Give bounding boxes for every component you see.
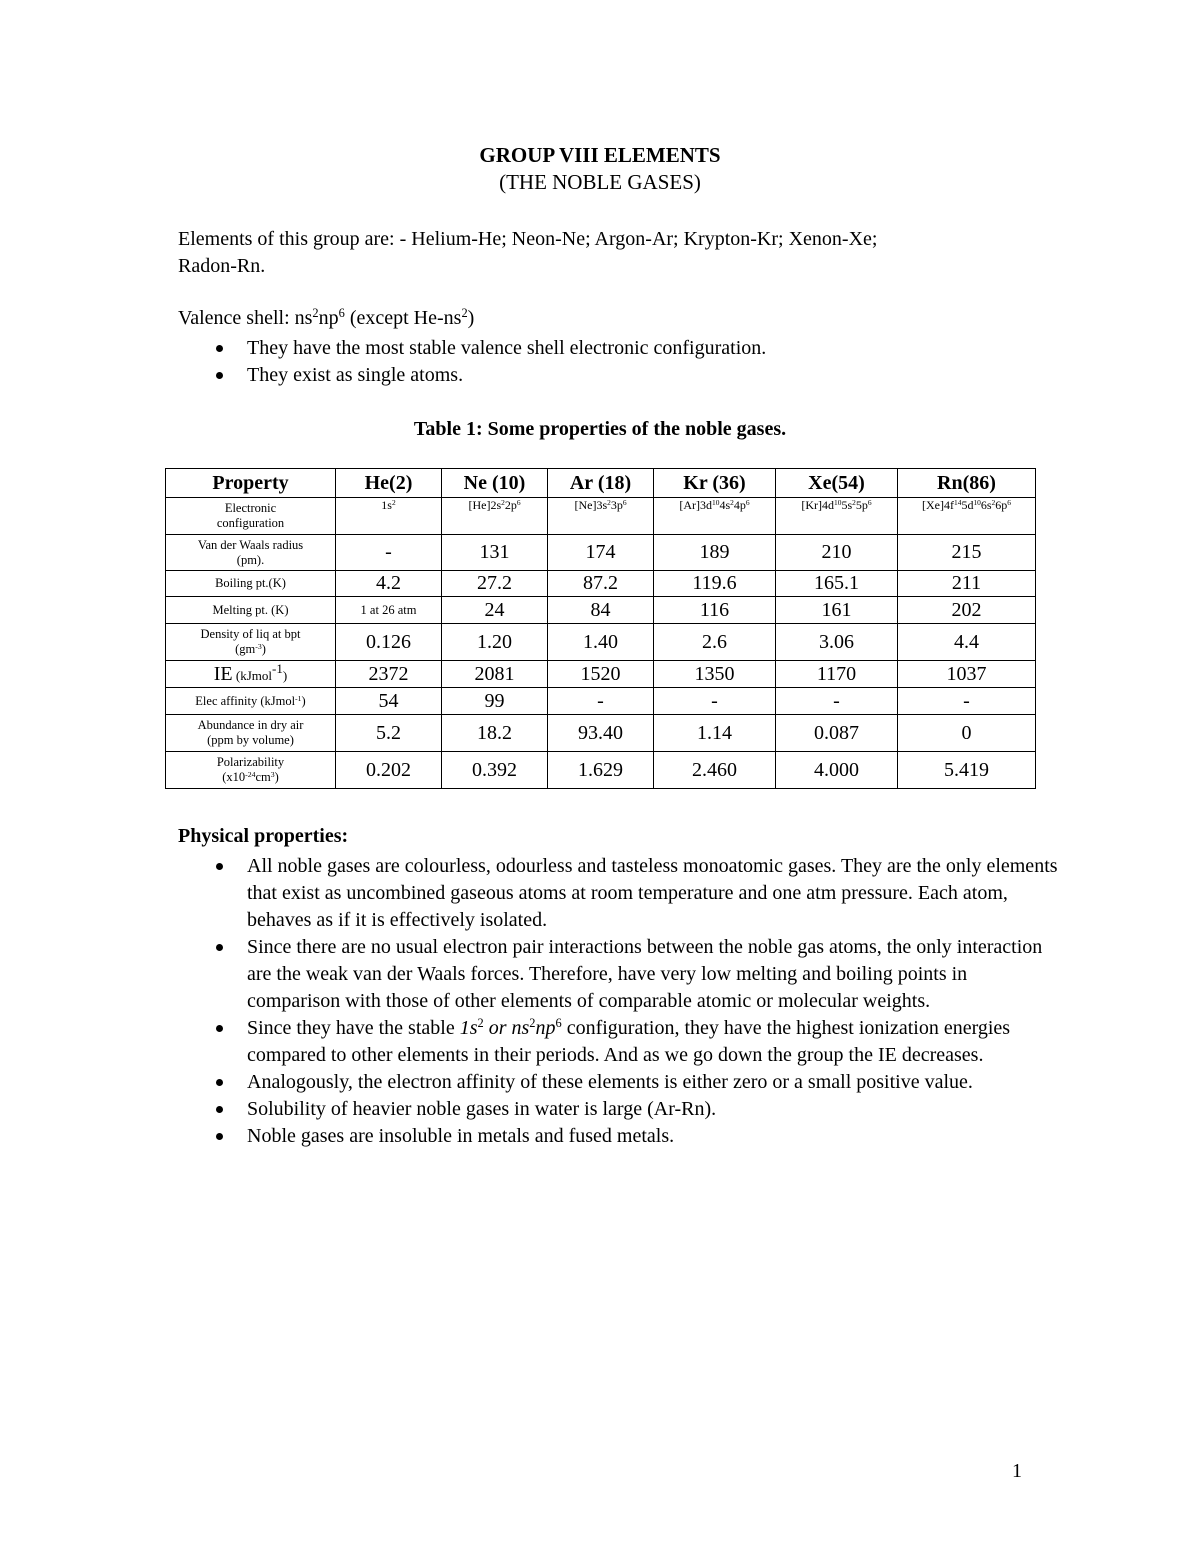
cfg-sup: 10 <box>834 497 842 507</box>
label-part: Elec affinity (kJmol <box>195 693 296 708</box>
label-part: ) <box>261 642 266 656</box>
cfg-sup: 6 <box>1007 497 1011 507</box>
table-cell: 1.20 <box>442 624 548 661</box>
cfg-part: 5p <box>855 498 868 512</box>
label-part: (x10 <box>222 770 246 784</box>
cfg-part: 2p <box>504 498 517 512</box>
label-line: (ppm by volume) <box>207 733 294 747</box>
row-label-melting: Melting pt. (K) <box>166 597 336 624</box>
header-kr: Kr (36) <box>654 469 776 498</box>
table-cell: - <box>776 688 898 715</box>
list-item <box>178 1015 1058 1069</box>
label-sup: -3 <box>255 641 262 651</box>
text-part: or ns <box>483 1017 530 1039</box>
table-cell: 131 <box>442 535 548 571</box>
cfg-sup: 6 <box>867 497 872 507</box>
table-cell: 5.2 <box>336 715 442 752</box>
table-cell: 165.1 <box>776 571 898 597</box>
table-row <box>166 498 1036 535</box>
table-row <box>166 661 1036 688</box>
table-cell: 0.202 <box>336 752 442 789</box>
table-cell: 99 <box>442 688 548 715</box>
label-sup: -1 <box>295 693 302 703</box>
cfg-sup: 6 <box>622 497 627 507</box>
table-cell: 5.419 <box>898 752 1036 789</box>
cfg-part: 6p <box>995 498 1008 512</box>
intro-line-2: Radon-Rn. <box>178 255 266 277</box>
table-row <box>166 715 1036 752</box>
text-part: configuration, they have the highest ionization energies compared to other elements in their periods. And as we go down the group the IE decreases. <box>247 1017 1011 1066</box>
cfg-sup: 2 <box>501 497 505 507</box>
label-line: Polarizability <box>216 755 285 769</box>
valence-np: np <box>318 307 339 329</box>
row-label-ie <box>166 661 336 688</box>
config-xe <box>776 498 898 535</box>
label-sup: 3 <box>270 769 275 779</box>
table-cell: 210 <box>776 535 898 571</box>
list-item: They exist as single atoms. <box>178 362 1058 389</box>
table-cell: 2.6 <box>654 624 776 661</box>
table-row <box>166 624 1036 661</box>
label-line: (pm). <box>236 552 265 567</box>
valence-close: ) <box>467 307 475 329</box>
label-part: (gm <box>235 642 256 656</box>
label-line: Electronic <box>224 501 277 515</box>
label-part: IE <box>213 662 233 685</box>
row-label-density <box>166 624 336 661</box>
table-row <box>166 752 1036 789</box>
table-cell: - <box>898 688 1036 715</box>
label-part: ) <box>301 693 306 708</box>
table-cell: 1.629 <box>548 752 654 789</box>
cfg-part: 4s <box>719 498 731 512</box>
header-ar: Ar (18) <box>548 469 654 498</box>
table-cell: 1 at 26 atm <box>336 597 442 624</box>
row-label-config <box>166 498 336 535</box>
text-part: 1s <box>459 1017 478 1039</box>
row-label-abundance <box>166 715 336 752</box>
properties-table <box>165 468 1036 789</box>
page-number: 1 <box>1012 1460 1022 1482</box>
table-cell: 1520 <box>548 661 654 688</box>
table-row <box>166 571 1036 597</box>
valence-shell-line <box>178 305 1058 332</box>
cfg-part: 4p <box>733 498 746 512</box>
label-line: Abundance in dry air <box>197 718 304 732</box>
cfg-part: [Kr]4d <box>801 498 835 512</box>
table-cell: 24 <box>442 597 548 624</box>
page-title: GROUP VIII ELEMENTS <box>479 143 721 167</box>
table-cell: - <box>548 688 654 715</box>
row-label-radius <box>166 535 336 571</box>
cfg-part: 3p <box>610 498 623 512</box>
label-part: (kJmol <box>232 667 273 683</box>
cfg-sup: 6 <box>516 497 521 507</box>
valence-except: (except He-ns <box>344 307 462 329</box>
cfg-sup: 2 <box>730 497 734 507</box>
table-cell: 211 <box>898 571 1036 597</box>
cfg-part: [Ar]3d <box>679 498 713 512</box>
text-sup: 2 <box>529 1016 536 1031</box>
cfg-sup: 14 <box>954 497 962 507</box>
table-caption: Table 1: Some properties of the noble gases. <box>413 418 787 440</box>
cfg-sup: 6 <box>745 497 750 507</box>
text-part: np <box>535 1017 556 1039</box>
table-cell: 27.2 <box>442 571 548 597</box>
table-cell: 0.392 <box>442 752 548 789</box>
cfg-sup: 2 <box>391 497 396 507</box>
text-part: Since they have the stable <box>247 1017 460 1039</box>
table-cell: 18.2 <box>442 715 548 752</box>
header-he: He(2) <box>336 469 442 498</box>
table-cell: 174 <box>548 535 654 571</box>
config-ne <box>442 498 548 535</box>
table-cell: 2372 <box>336 661 442 688</box>
table-cell: 119.6 <box>654 571 776 597</box>
valence-s-exp: 2 <box>312 306 319 321</box>
physical-properties-heading: Physical properties: <box>178 825 349 847</box>
table-cell: 161 <box>776 597 898 624</box>
table-cell: 189 <box>654 535 776 571</box>
table-cell: 2081 <box>442 661 548 688</box>
cfg-part: 5d <box>961 498 974 512</box>
table-cell: 3.06 <box>776 624 898 661</box>
label-line <box>168 770 333 785</box>
table-cell: 1.14 <box>654 715 776 752</box>
table-cell: 116 <box>654 597 776 624</box>
label-line: configuration <box>216 516 285 530</box>
list-item: Since there are no usual electron pair interactions between the noble gas atoms, the only interaction are the weak van der Waals forces. Therefore, have very low melting and boiling points in comparison with those of other elements of comparable atomic or molecular weights. <box>178 934 1058 1015</box>
cfg-part: [Xe]4f <box>922 498 954 512</box>
table-header-row <box>166 469 1036 498</box>
table-cell: 87.2 <box>548 571 654 597</box>
cfg-part: 1s <box>381 498 392 512</box>
header-ne: Ne (10) <box>442 469 548 498</box>
table-row <box>166 535 1036 571</box>
label-part: ) <box>282 667 288 683</box>
valence-bullet-list <box>178 335 1058 389</box>
table-cell: 1170 <box>776 661 898 688</box>
valence-he-exp: 2 <box>461 306 468 321</box>
label-part: ) <box>274 770 279 784</box>
list-item: They have the most stable valence shell electronic configuration. <box>178 335 1058 362</box>
cfg-part: [Ne]3s <box>574 498 608 512</box>
config-kr <box>654 498 776 535</box>
cfg-sup: 10 <box>973 497 981 507</box>
table-cell: 0.087 <box>776 715 898 752</box>
table-cell: 1.40 <box>548 624 654 661</box>
cfg-part: [He]2s <box>468 498 502 512</box>
page-subtitle: (THE NOBLE GASES) <box>499 170 701 194</box>
cfg-sup: 10 <box>712 497 720 507</box>
cfg-part: 6s <box>980 498 992 512</box>
table-cell: 215 <box>898 535 1036 571</box>
label-line: Density of liq at bpt <box>200 627 301 641</box>
list-item: All noble gases are colourless, odourless and tasteless monoatomic gases. They are the only elements that exist as uncombined gaseous atoms at room temperature and one atm pressure. Each atom, behaves as if it is effectively isolated. <box>178 853 1058 934</box>
label-sup: -1 <box>272 660 283 676</box>
table-cell: 1037 <box>898 661 1036 688</box>
header-property: Property <box>166 469 336 498</box>
table-cell: 0.126 <box>336 624 442 661</box>
cfg-part: 5s <box>841 498 853 512</box>
table-row <box>166 688 1036 715</box>
config-rn <box>898 498 1036 535</box>
label-line <box>168 642 333 657</box>
intro-line-1: Elements of this group are: - Helium-He; Neon-Ne; Argon-Ar; Krypton-Kr; Xenon-Xe; <box>178 228 878 250</box>
row-label-boiling: Boiling pt.(K) <box>166 571 336 597</box>
header-rn: Rn(86) <box>898 469 1036 498</box>
label-line: Van der Waals radius <box>197 537 304 552</box>
table-cell: 2.460 <box>654 752 776 789</box>
table-cell: 84 <box>548 597 654 624</box>
config-ar <box>548 498 654 535</box>
table-cell: 93.40 <box>548 715 654 752</box>
valence-p-exp: 6 <box>338 306 345 321</box>
valence-prefix: Valence shell: ns <box>178 307 313 329</box>
cfg-sup: 2 <box>607 497 611 507</box>
table-cell: 0 <box>898 715 1036 752</box>
row-label-polarizability <box>166 752 336 789</box>
text-sup: 6 <box>555 1016 562 1031</box>
table-cell: 202 <box>898 597 1036 624</box>
cfg-sup: 2 <box>991 497 996 507</box>
label-part: cm <box>255 770 271 784</box>
cfg-sup: 2 <box>852 497 856 507</box>
header-xe: Xe(54) <box>776 469 898 498</box>
table-cell: 54 <box>336 688 442 715</box>
table-cell: 1350 <box>654 661 776 688</box>
table-cell: - <box>654 688 776 715</box>
list-item: Solubility of heavier noble gases in water is large (Ar-Rn). <box>178 1096 1058 1123</box>
intro-paragraph <box>178 226 1058 280</box>
physical-properties-list <box>178 853 1058 1150</box>
table-cell: 4.000 <box>776 752 898 789</box>
list-item: Analogously, the electron affinity of these elements is either zero or a small positive value. <box>178 1069 1058 1096</box>
table-cell: 4.4 <box>898 624 1036 661</box>
table-row <box>166 597 1036 624</box>
config-he <box>336 498 442 535</box>
text-sup: 2 <box>477 1016 484 1031</box>
label-sup: -24 <box>245 769 256 779</box>
list-item: Noble gases are insoluble in metals and fused metals. <box>178 1123 1058 1150</box>
table-cell: - <box>336 535 442 571</box>
table-cell: 4.2 <box>336 571 442 597</box>
row-label-affinity <box>166 688 336 715</box>
